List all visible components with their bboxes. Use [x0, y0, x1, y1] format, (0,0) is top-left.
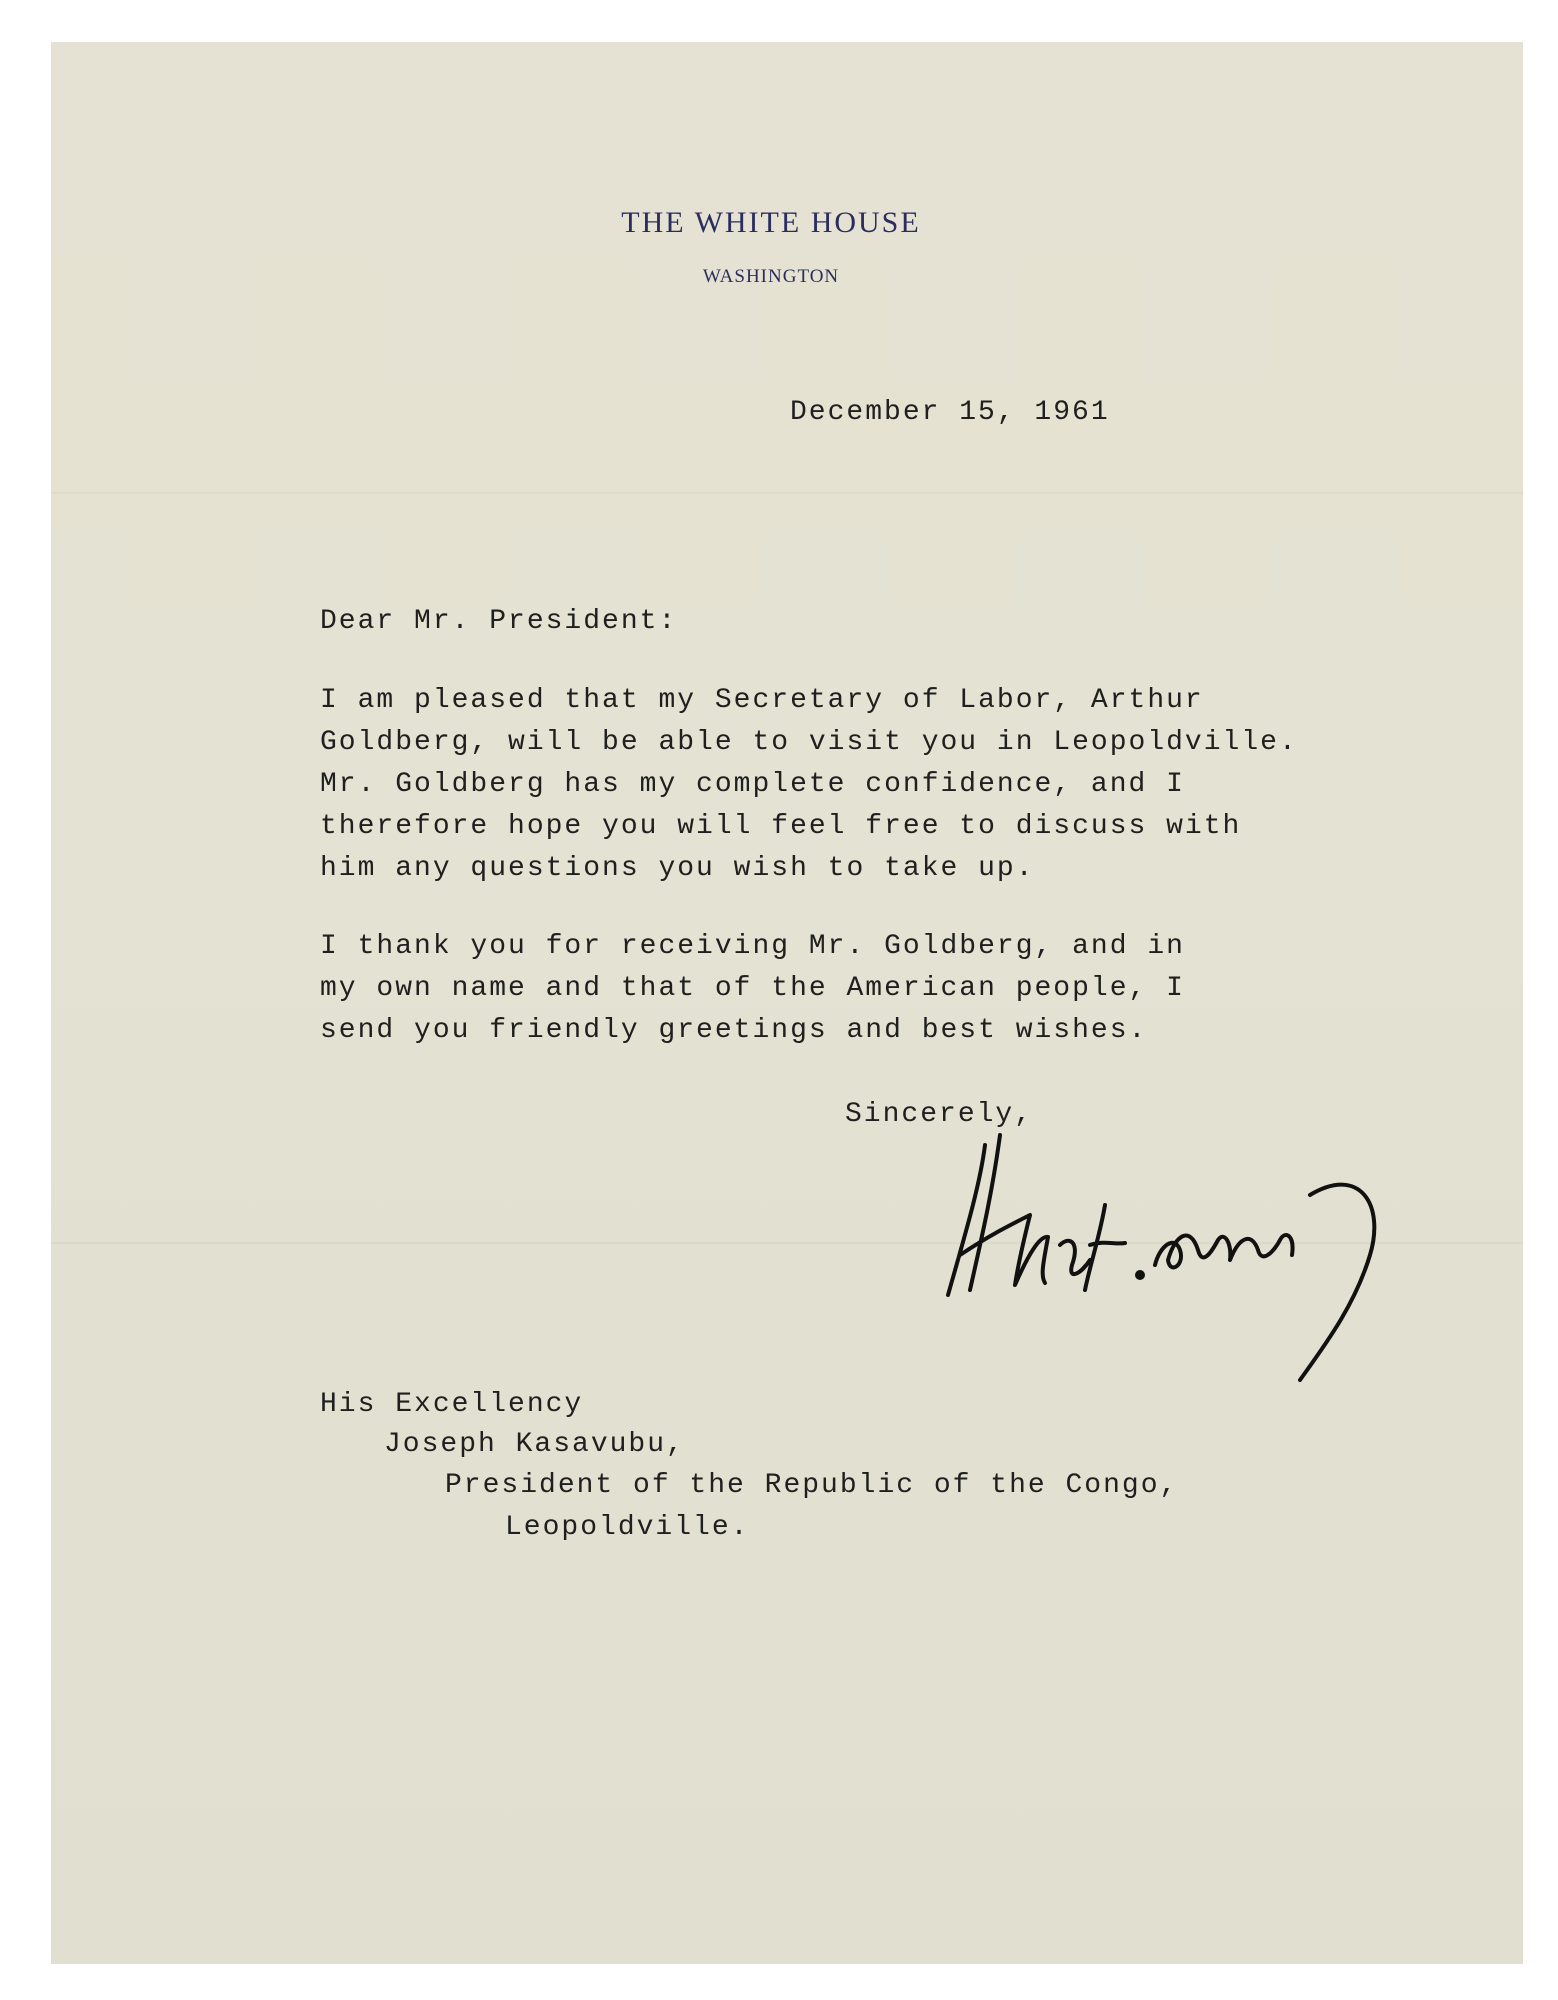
letterhead-city: WASHINGTON — [702, 266, 840, 287]
body-line: send you friendly greetings and best wishes. — [320, 1015, 1148, 1046]
body-line: I am pleased that my Secretary of Labor, Arthur — [320, 685, 1204, 716]
addressee-line: His Excellency — [320, 1389, 584, 1420]
letter-date: December 15, 1961 — [790, 397, 1110, 428]
addressee-line: President of the Republic of the Congo, — [445, 1470, 1179, 1501]
body-paragraph-1 — [320, 680, 1298, 890]
closing: Sincerely, — [845, 1099, 1034, 1130]
salutation: Dear Mr. President: — [320, 606, 678, 637]
signature-image — [940, 1125, 1440, 1395]
letterhead-title: THE WHITE HOUSE — [621, 206, 921, 239]
body-line: him any questions you wish to take up. — [320, 853, 1035, 884]
body-line: I thank you for receiving Mr. Goldberg, and in — [320, 931, 1185, 962]
addressee-line: Leopoldville. — [505, 1512, 750, 1543]
body-line: Goldberg, will be able to visit you in Leopoldville. — [320, 727, 1298, 758]
fold-line — [51, 492, 1523, 494]
addressee-line: Joseph Kasavubu, — [384, 1429, 685, 1460]
body-line: Mr. Goldberg has my complete confidence, and I — [320, 769, 1185, 800]
body-line: my own name and that of the American people, I — [320, 973, 1185, 1004]
body-paragraph-2 — [320, 926, 1185, 1052]
body-line: therefore hope you will feel free to discuss with — [320, 811, 1242, 842]
